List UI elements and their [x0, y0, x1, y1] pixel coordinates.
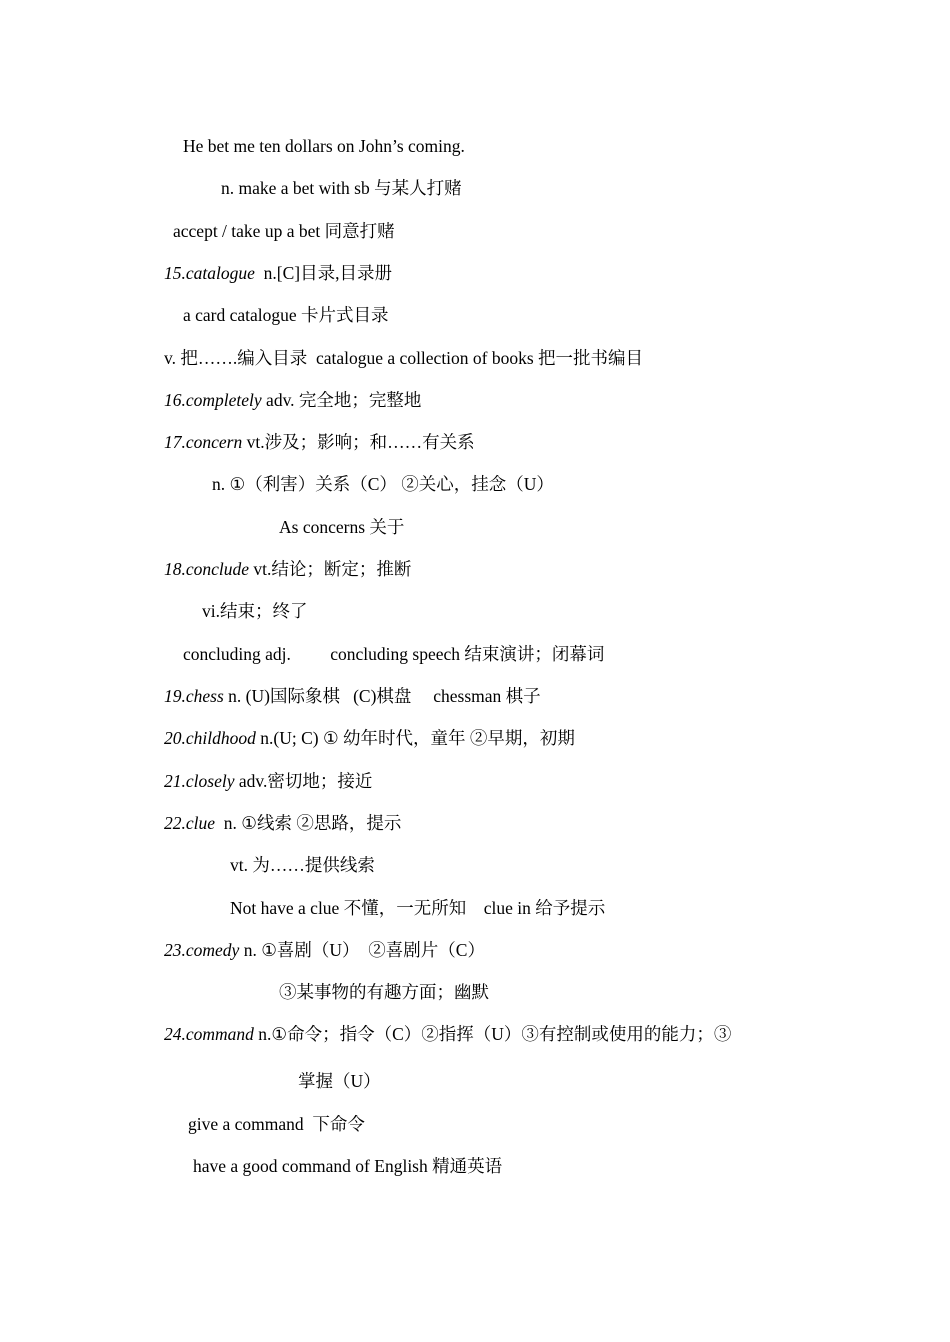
definition-line: vi.结束；终了 [202, 601, 308, 621]
entry-completely: 16.completely adv. 完全地；完整地 [164, 390, 422, 410]
entry-clue: 22.clue n. ①线索 ②思路，提示 [164, 813, 402, 833]
example-sentence: He bet me ten dollars on John’s coming. [183, 136, 465, 156]
entry-term: 19.chess [164, 686, 224, 706]
entry-term: 16.completely [164, 390, 262, 410]
definition-line: 掌握（U） [298, 1071, 381, 1091]
phrase-line: As concerns 关于 [279, 517, 405, 537]
definition-line: n. ①（利害）关系（C） ②关心，挂念（U） [212, 474, 554, 494]
phrase-line: concluding adj. concluding speech 结束演讲；闭幕词 [183, 644, 605, 664]
entry-term: 17.concern [164, 432, 243, 452]
definition-line: n. make a bet with sb 与某人打赌 [221, 178, 462, 198]
entry-term: 20.childhood [164, 728, 256, 748]
phrase-line: accept / take up a bet 同意打赌 [173, 221, 395, 241]
definition-line: ③某事物的有趣方面；幽默 [279, 982, 489, 1002]
entry-term: 15.catalogue [164, 263, 255, 283]
entry-catalogue: 15.catalogue n.[C]目录,目录册 [164, 263, 392, 283]
definition-line: vt. 为……提供线索 [230, 855, 375, 875]
phrase-line: have a good command of English 精通英语 [193, 1156, 503, 1176]
entry-closely: 21.closely adv.密切地；接近 [164, 771, 373, 791]
phrase-line: give a command 下命令 [188, 1114, 365, 1134]
entry-term: 24.command [164, 1024, 254, 1044]
entry-chess: 19.chess n. (U)国际象棋 (C)棋盘 chessman 棋子 [164, 686, 541, 706]
entry-term: 21.closely [164, 771, 235, 791]
phrase-line: a card catalogue 卡片式目录 [183, 305, 389, 325]
entry-comedy: 23.comedy n. ①喜剧（U） ②喜剧片（C） [164, 940, 485, 960]
entry-term: 23.comedy [164, 940, 240, 960]
definition-line: v. 把…….编入目录 catalogue a collection of books 把一批书编目 [164, 348, 644, 368]
entry-childhood: 20.childhood n.(U; C) ① 幼年时代，童年 ②早期，初期 [164, 728, 575, 748]
entry-conclude: 18.conclude vt.结论；断定；推断 [164, 559, 412, 579]
entry-term: 18.conclude [164, 559, 250, 579]
entry-command: 24.command n.①命令；指令（C）②指挥（U）③有控制或使用的能力；③ [164, 1024, 732, 1044]
entry-term: 22.clue [164, 813, 216, 833]
entry-concern: 17.concern vt.涉及；影响；和……有关系 [164, 432, 475, 452]
phrase-line: Not have a clue 不懂，一无所知 clue in 给予提示 [230, 898, 606, 918]
